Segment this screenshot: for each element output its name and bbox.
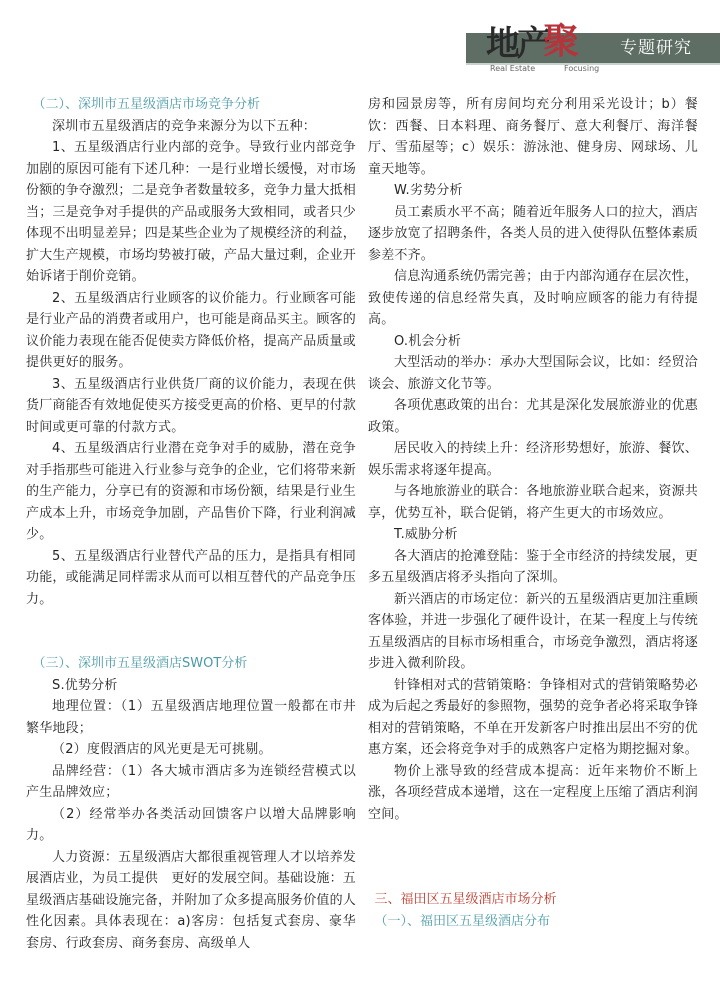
- paragraph: 品牌经营：（1）各大城市酒店多为连锁经营模式以产生品牌效应；: [26, 763, 356, 800]
- logo-subtitle-en-1: Real Estate: [490, 64, 536, 73]
- paragraph: S.优势分析: [52, 677, 118, 693]
- spacer: [26, 610, 356, 653]
- paragraph: T.威胁分析: [394, 527, 458, 542]
- paragraph: （2）度假酒店的风光更是无可挑剔。: [52, 742, 272, 757]
- paragraph: O.机会分析: [394, 333, 462, 349]
- paragraph: 各大酒店的抢滩登陆：鉴于全市经济的持续发展，更多五星级酒店将矛头指向了深圳。: [368, 548, 698, 585]
- paragraph: 居民收入的持续上升：经济形势想好，旅游、餐饮、娱乐需求将逐年提高。: [368, 441, 698, 478]
- section-heading: （二）、深圳市五星级酒店市场竞争分析: [32, 97, 261, 112]
- paragraph: 2、五星级酒店行业顾客的议价能力。行业顾客可能是行业产品的消费者或用户，也可能是商品买主。顾客的议价能力表现在能否促使卖方降低价格，提高产品质量或提供更好的服务。: [26, 290, 357, 370]
- paragraph: 人力资源：五星级酒店大都很重视管理人才以培养发展酒店业，为员工提供 更好的发展空间。基础设施：五星级酒店基础设施完备，并附加了众多提高服务价值的人性化因素。具体表现在：a)客房：包括复式套房、豪华套房、行政套房、商务套房、高级单人: [26, 849, 357, 951]
- paragraph: 物价上涨导致的经营成本提高：近年来物价不断上涨，各项经营成本递增，这在一定程度上压缩了酒店利润空间。: [368, 763, 699, 822]
- paragraph: 深圳市五星级酒店的竞争来源分为以下五种：: [52, 118, 317, 134]
- paragraph: 1、五星级酒店行业内部的竞争。导致行业内部竞争加剧的原因可能有下述几种：一是行业增长缓慢，对市场份额的争夺激烈；二是竞争者数量较多，竞争力量大抵相当；三是竞争对手提供的产品或服务大致相同，或者只少体现不出明显差异；四是某些企业为了规模经济的利益，扩大生产规模，市场均势被打破，产品大量过剩，企业开始诉诸于削价竞销。: [26, 140, 357, 284]
- paragraph: 房和园景房等，所有房间均充分利用采光设计；b）餐饮：西餐、日本料理、商务餐厅、意大利餐厅、海洋餐厅、雪茄屋等；c）娱乐：游泳池、健身房、网球场、儿童天地等。: [368, 97, 698, 177]
- right-column: [368, 94, 698, 932]
- paragraph: 员工素质水平不高；随着近年服务人口的拉大，酒店逐步放宽了招聘条件，各类人员的进入使得队伍整体素质参差不齐。: [368, 204, 699, 263]
- paragraph: 信息沟通系统仍需完善；由于内部沟通存在层次性，致使传递的信息经常失真，及时响应顾客的能力有待提高。: [368, 269, 698, 327]
- paragraph: 3、五星级酒店行业供货厂商的议价能力，表现在供货厂商能否有效地促使买方接受更高的价格、更早的付款时间或更可靠的付款方式。: [26, 376, 357, 435]
- paragraph: 大型活动的举办：承办大型国际会议，比如：经贸洽谈会、旅游文化节等。: [368, 355, 698, 392]
- paragraph: 5、五星级酒店行业替代产品的压力，是指具有相同功能，或能满足同样需求从而可以相互替代的产品竞争压力。: [26, 548, 357, 607]
- paragraph: 与各地旅游业的联合：各地旅游业联合起来，资源共享，优势互补，联合促销，将产生更大的市场效应。: [368, 484, 698, 521]
- paragraph: W.劣势分析: [394, 183, 463, 198]
- paragraph: 各项优惠政策的出台：尤其是深化发展旅游业的优惠政策。: [368, 398, 698, 435]
- section-title: 专题研究: [620, 38, 692, 58]
- left-column: [26, 94, 356, 954]
- paragraph: 地理位置：（1）五星级酒店地理位置一般都在市井繁华地段；: [26, 699, 356, 736]
- spacer: [368, 825, 698, 889]
- paragraph: 新兴酒店的市场定位：新兴的五星级酒店更加注重顾客体验，并进一步强化了硬件设计，在某一程度上与传统五星级酒店的目标市场相重合，市场竞争激烈，酒店将逐步进入微利阶段。: [368, 591, 699, 671]
- section-heading: （一）、福田区五星级酒店分布: [374, 913, 551, 929]
- section-heading: （三）、深圳市五星级酒店SWOT分析: [32, 656, 248, 671]
- chapter-heading: 三、福田区五星级酒店市场分析: [374, 892, 557, 907]
- magazine-logo: [486, 22, 616, 76]
- logo-accent-text: 聚: [543, 20, 580, 62]
- logo-main-text: 地产: [486, 24, 548, 64]
- logo-subtitle-en-2: Focusing: [564, 64, 600, 73]
- paragraph: 针锋相对式的营销策略：争锋相对式的营销策略势必成为后起之秀最好的参照物，强势的竞争者必将采取争锋相对的营销策略，不单在开发新客户时推出层出不穷的优惠方案，还会将竞争对手的成熟客户定格为期挖掘对象。: [368, 677, 699, 757]
- paragraph: （2）经常举办各类活动回馈客户以增大品牌影响力。: [26, 806, 356, 843]
- paragraph: 4、五星级酒店行业潜在竞争对手的威胁，潜在竞争对手指那些可能进入行业参与竞争的企业，它们将带来新的生产能力，分享已有的资源和市场份额，结果是行业生产成本上升，市场竞争加剧，产品售价下降，行业利润减少。: [26, 441, 357, 542]
